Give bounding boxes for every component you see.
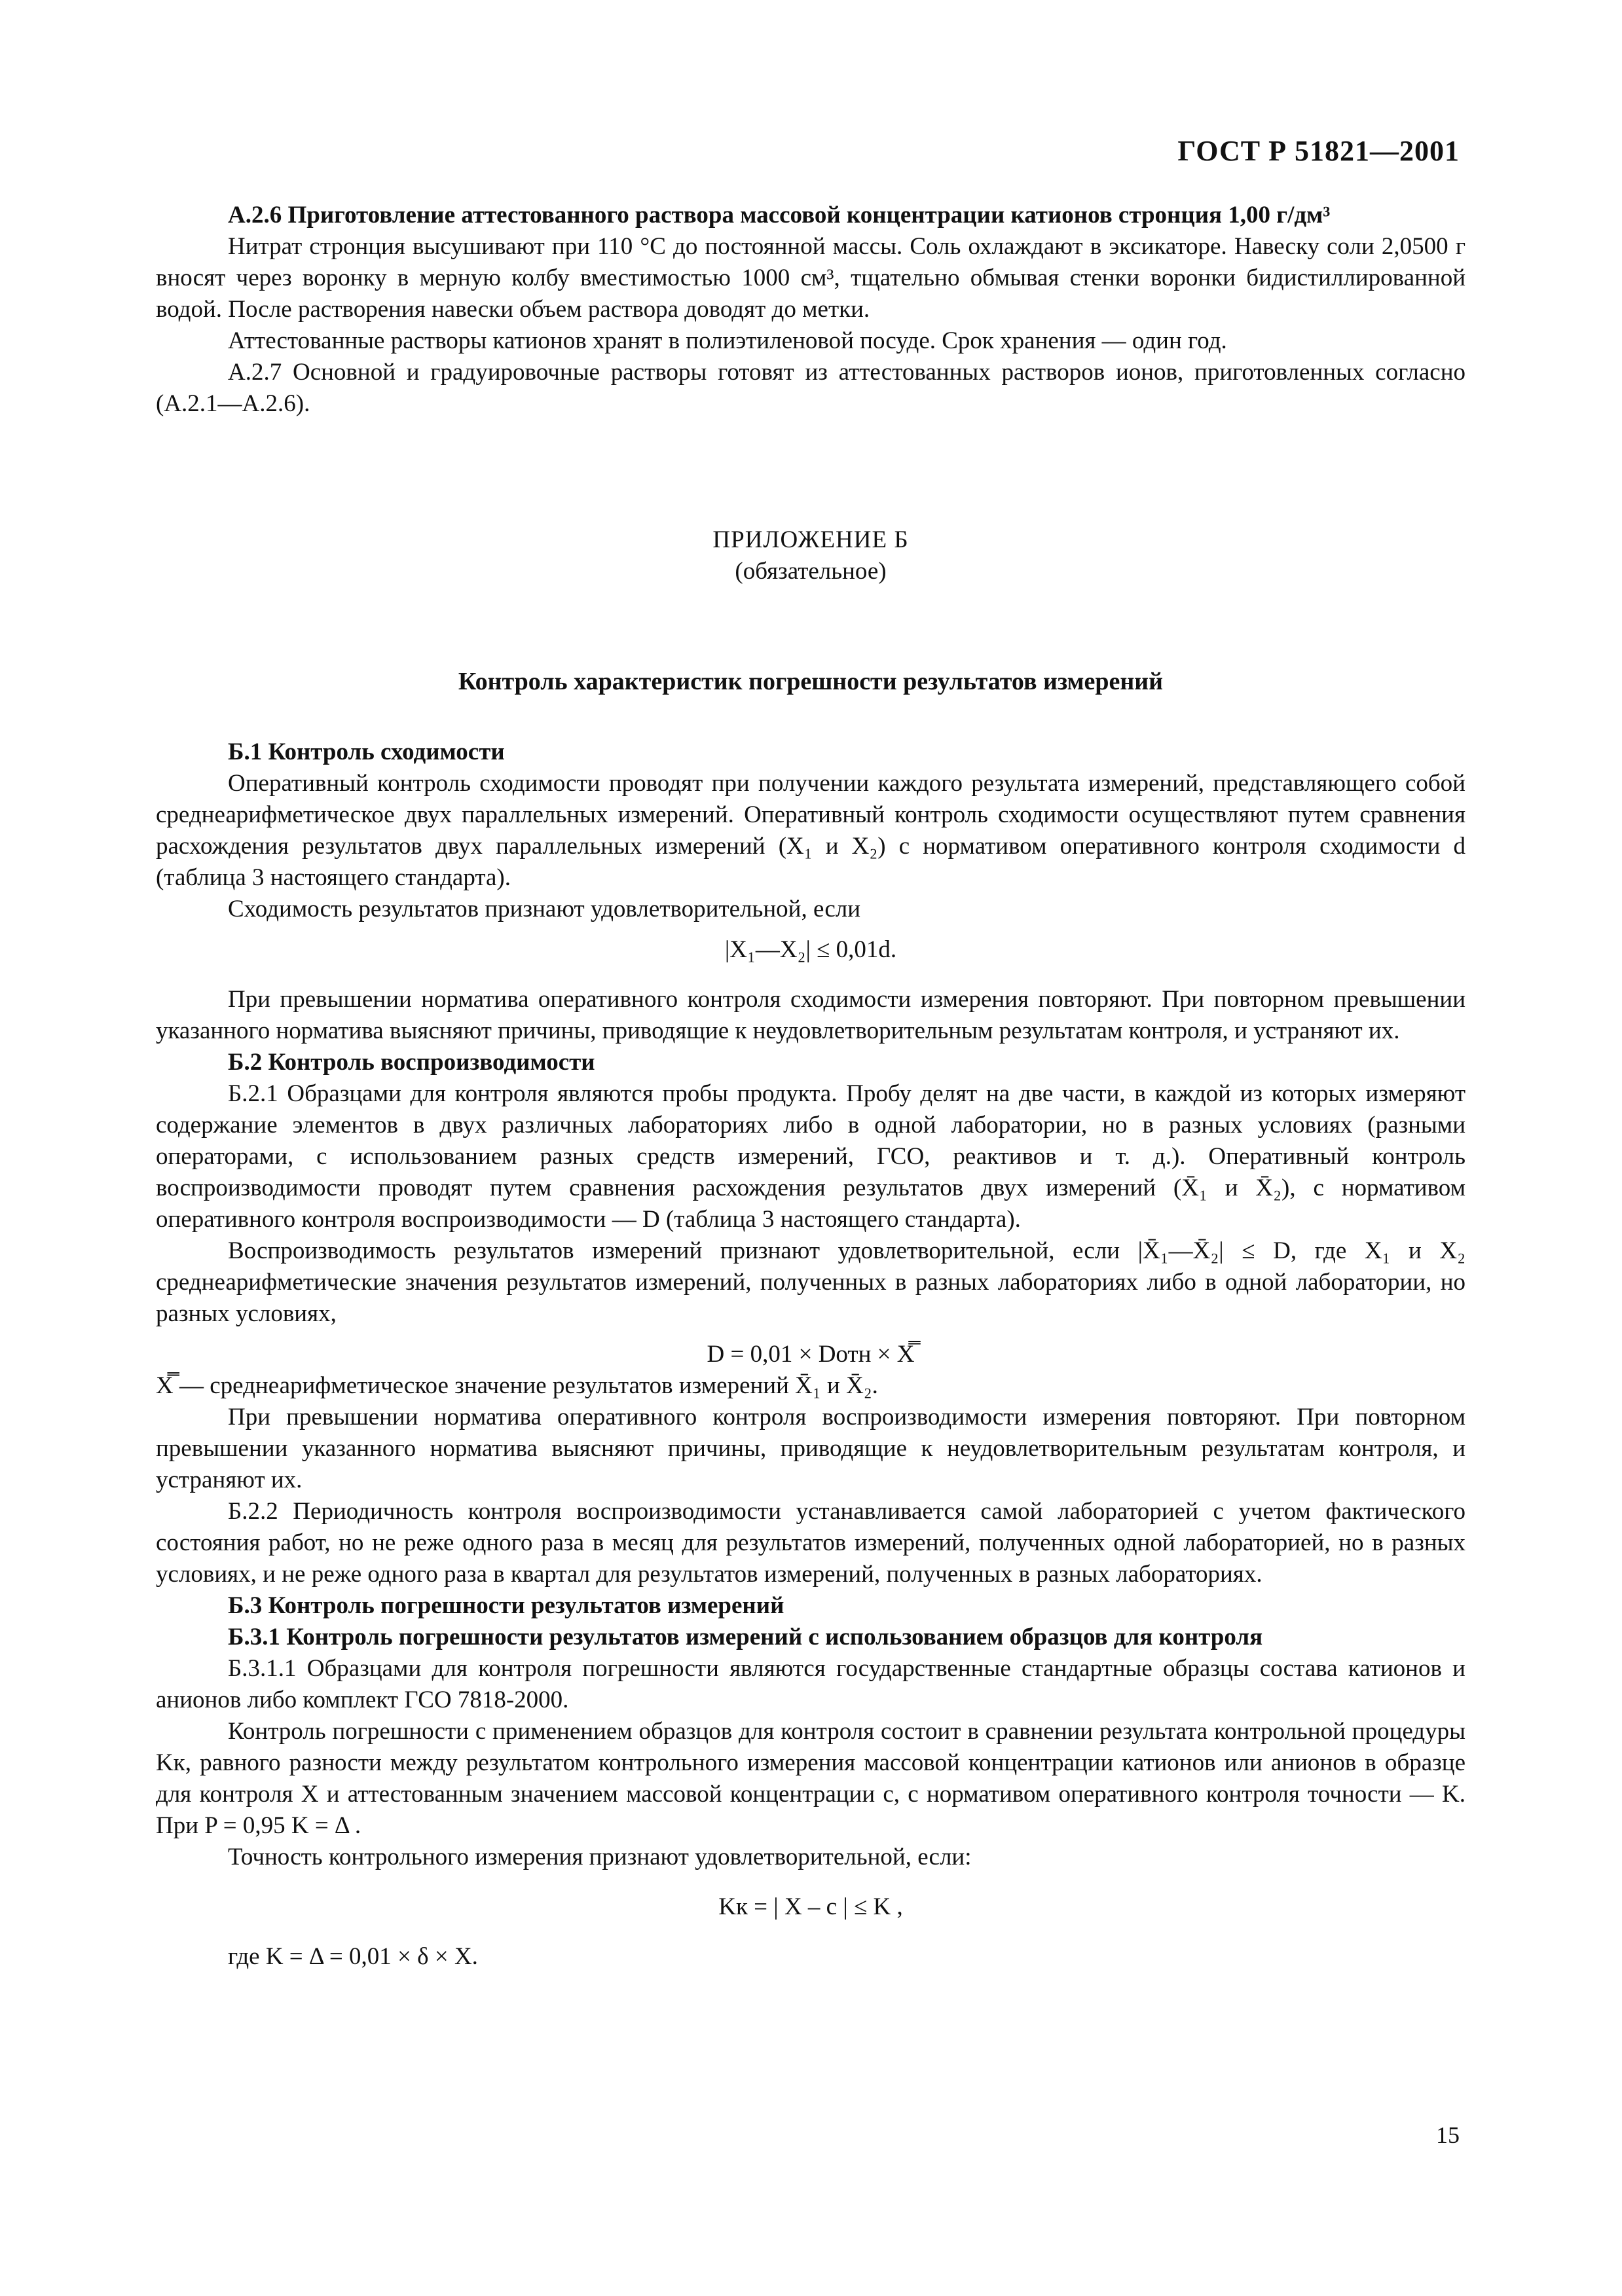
section-b1-title: Б.1 Контроль сходимости <box>228 738 505 765</box>
section-b311-paragraph: Б.3.1.1 Образцами для контроля погрешности являются государственные стандартные образцы состава катионов и анионов либо комплект ГСО 7818-2000. <box>156 1655 1465 1713</box>
section-a27-paragraph: А.2.7 Основной и градуировочные растворы готовят из аттестованных растворов ионов, приготовленных согласно (А.2.1—А.2.6). <box>156 359 1465 417</box>
formula-reproducibility: D = 0,01 × Dотн × X̿ <box>707 1341 915 1368</box>
section-b3-accuracy-condition: Точность контрольного измерения признают удовлетворительной, если: <box>228 1844 972 1870</box>
formula-accuracy: Kк = | X – c | ≤ K , <box>718 1893 903 1920</box>
section-b2-exceed-paragraph: При превышении норматива оперативного контроля воспроизводимости измерения повторяют. При повторном превышении указанного норматива выясняют причины, приводящие к неудовлетворительным результатам контроля, и устраняют их. <box>156 1404 1465 1493</box>
section-b21-paragraph: Б.2.1 Образцами для контроля являются пробы продукта. Пробу делят на две части, в каждой из которых измеряют содержание элементов в двух различных лабораториях либо в одной лаборатории, но в разных условиях (разными операторами, с использованием разных средств измерений, ГСО, реактивов и т. д.). Оперативный контроль воспроизводимости проводят путем сравнения расхождения результатов двух измерений (X̄₁ и X̄₂), с нормативом оперативного контроля воспроизводимости — D (таблица 3 настоящего стандарта). <box>156 1080 1465 1233</box>
section-b31-title: Б.3.1 Контроль погрешности результатов измерений с использованием образцов для контроля <box>228 1624 1263 1650</box>
document-code: ГОСТ Р 51821—2001 <box>1177 135 1460 167</box>
section-b1-condition: Сходимость результатов признают удовлетворительной, если <box>228 896 861 922</box>
section-b2-condition: Воспроизводимость результатов измерений признают удовлетворительной, если |X̄₁—X̄₂| ≤ D, где X₁ и X₂ среднеарифметические значения результатов измерений, полученных в разных лабораториях либо в одной лаборатории, но разных условиях, <box>156 1237 1465 1327</box>
section-b3-control-paragraph: Контроль погрешности с применением образцов для контроля состоит в сравнении результата контрольной процедуры Kк, равного разности между результатом контрольного измерения массовой концентрации катионов или анионов в образце для контроля X и аттестованным значением массовой концентрации c, с нормативом оперативного контроля точности — K. При P = 0,95 K = Δ . <box>156 1718 1465 1839</box>
formula-definition: X̿ — среднеарифметическое значение результатов измерений X̄₁ и X̄₂. <box>156 1372 878 1399</box>
section-a26-paragraph: Нитрат стронция высушивают при 110 °С до постоянной массы. Соль охлаждают в эксикаторе. Навеску соли 2,0500 г вносят через воронку в мерную колбу вместимостью 1000 см³, тщательно обмывая стенки воронки бидистиллированной водой. После растворения навески объем раствора доводят до метки. <box>156 233 1465 323</box>
section-b3-title: Б.3 Контроль погрешности результатов измерений <box>228 1592 784 1619</box>
section-a26-title: А.2.6 Приготовление аттестованного раствора массовой концентрации катионов стронция 1,00 г/дм³ <box>228 202 1331 228</box>
page-content <box>156 200 1465 1973</box>
section-b1-exceed-paragraph: При превышении норматива оперативного контроля сходимости измерения повторяют. При повторном превышении указанного норматива выясняют причины, приводящие к неудовлетворительным результатам контроля, и устраняют их. <box>156 986 1465 1044</box>
formula-accuracy-definition: где K = Δ = 0,01 × δ × X. <box>228 1943 478 1970</box>
formula-convergence: |X₁—X₂| ≤ 0,01d. <box>724 936 897 963</box>
section-b1-paragraph: Оперативный контроль сходимости проводят при получении каждого результата измерений, представляющего собой среднеарифметическое двух параллельных измерений. Оперативный контроль сходимости осуществляют путем сравнения расхождения результатов двух параллельных измерений (X₁ и X₂) с нормативом оперативного контроля сходимости d (таблица 3 настоящего стандарта). <box>156 770 1465 891</box>
appendix-title: ПРИЛОЖЕНИЕ Б <box>712 526 909 553</box>
section-b22-paragraph: Б.2.2 Периодичность контроля воспроизводимости устанавливается самой лабораторией с учетом фактического состояния работ, но не реже одного раза в месяц для результатов измерений, полученных одной лабораторией, но в разных условиях, и не реже одного раза в квартал для результатов измерений, полученных в разных лабораториях. <box>156 1498 1465 1588</box>
page-number: 15 <box>1436 2122 1460 2148</box>
section-a26-storage-paragraph: Аттестованные растворы катионов хранят в полиэтиленовой посуде. Срок хранения — один год. <box>228 327 1227 354</box>
appendix-subtitle: (обязательное) <box>735 558 887 585</box>
section-b2-title: Б.2 Контроль воспроизводимости <box>228 1049 595 1076</box>
appendix-heading: Контроль характеристик погрешности результатов измерений <box>458 668 1164 695</box>
